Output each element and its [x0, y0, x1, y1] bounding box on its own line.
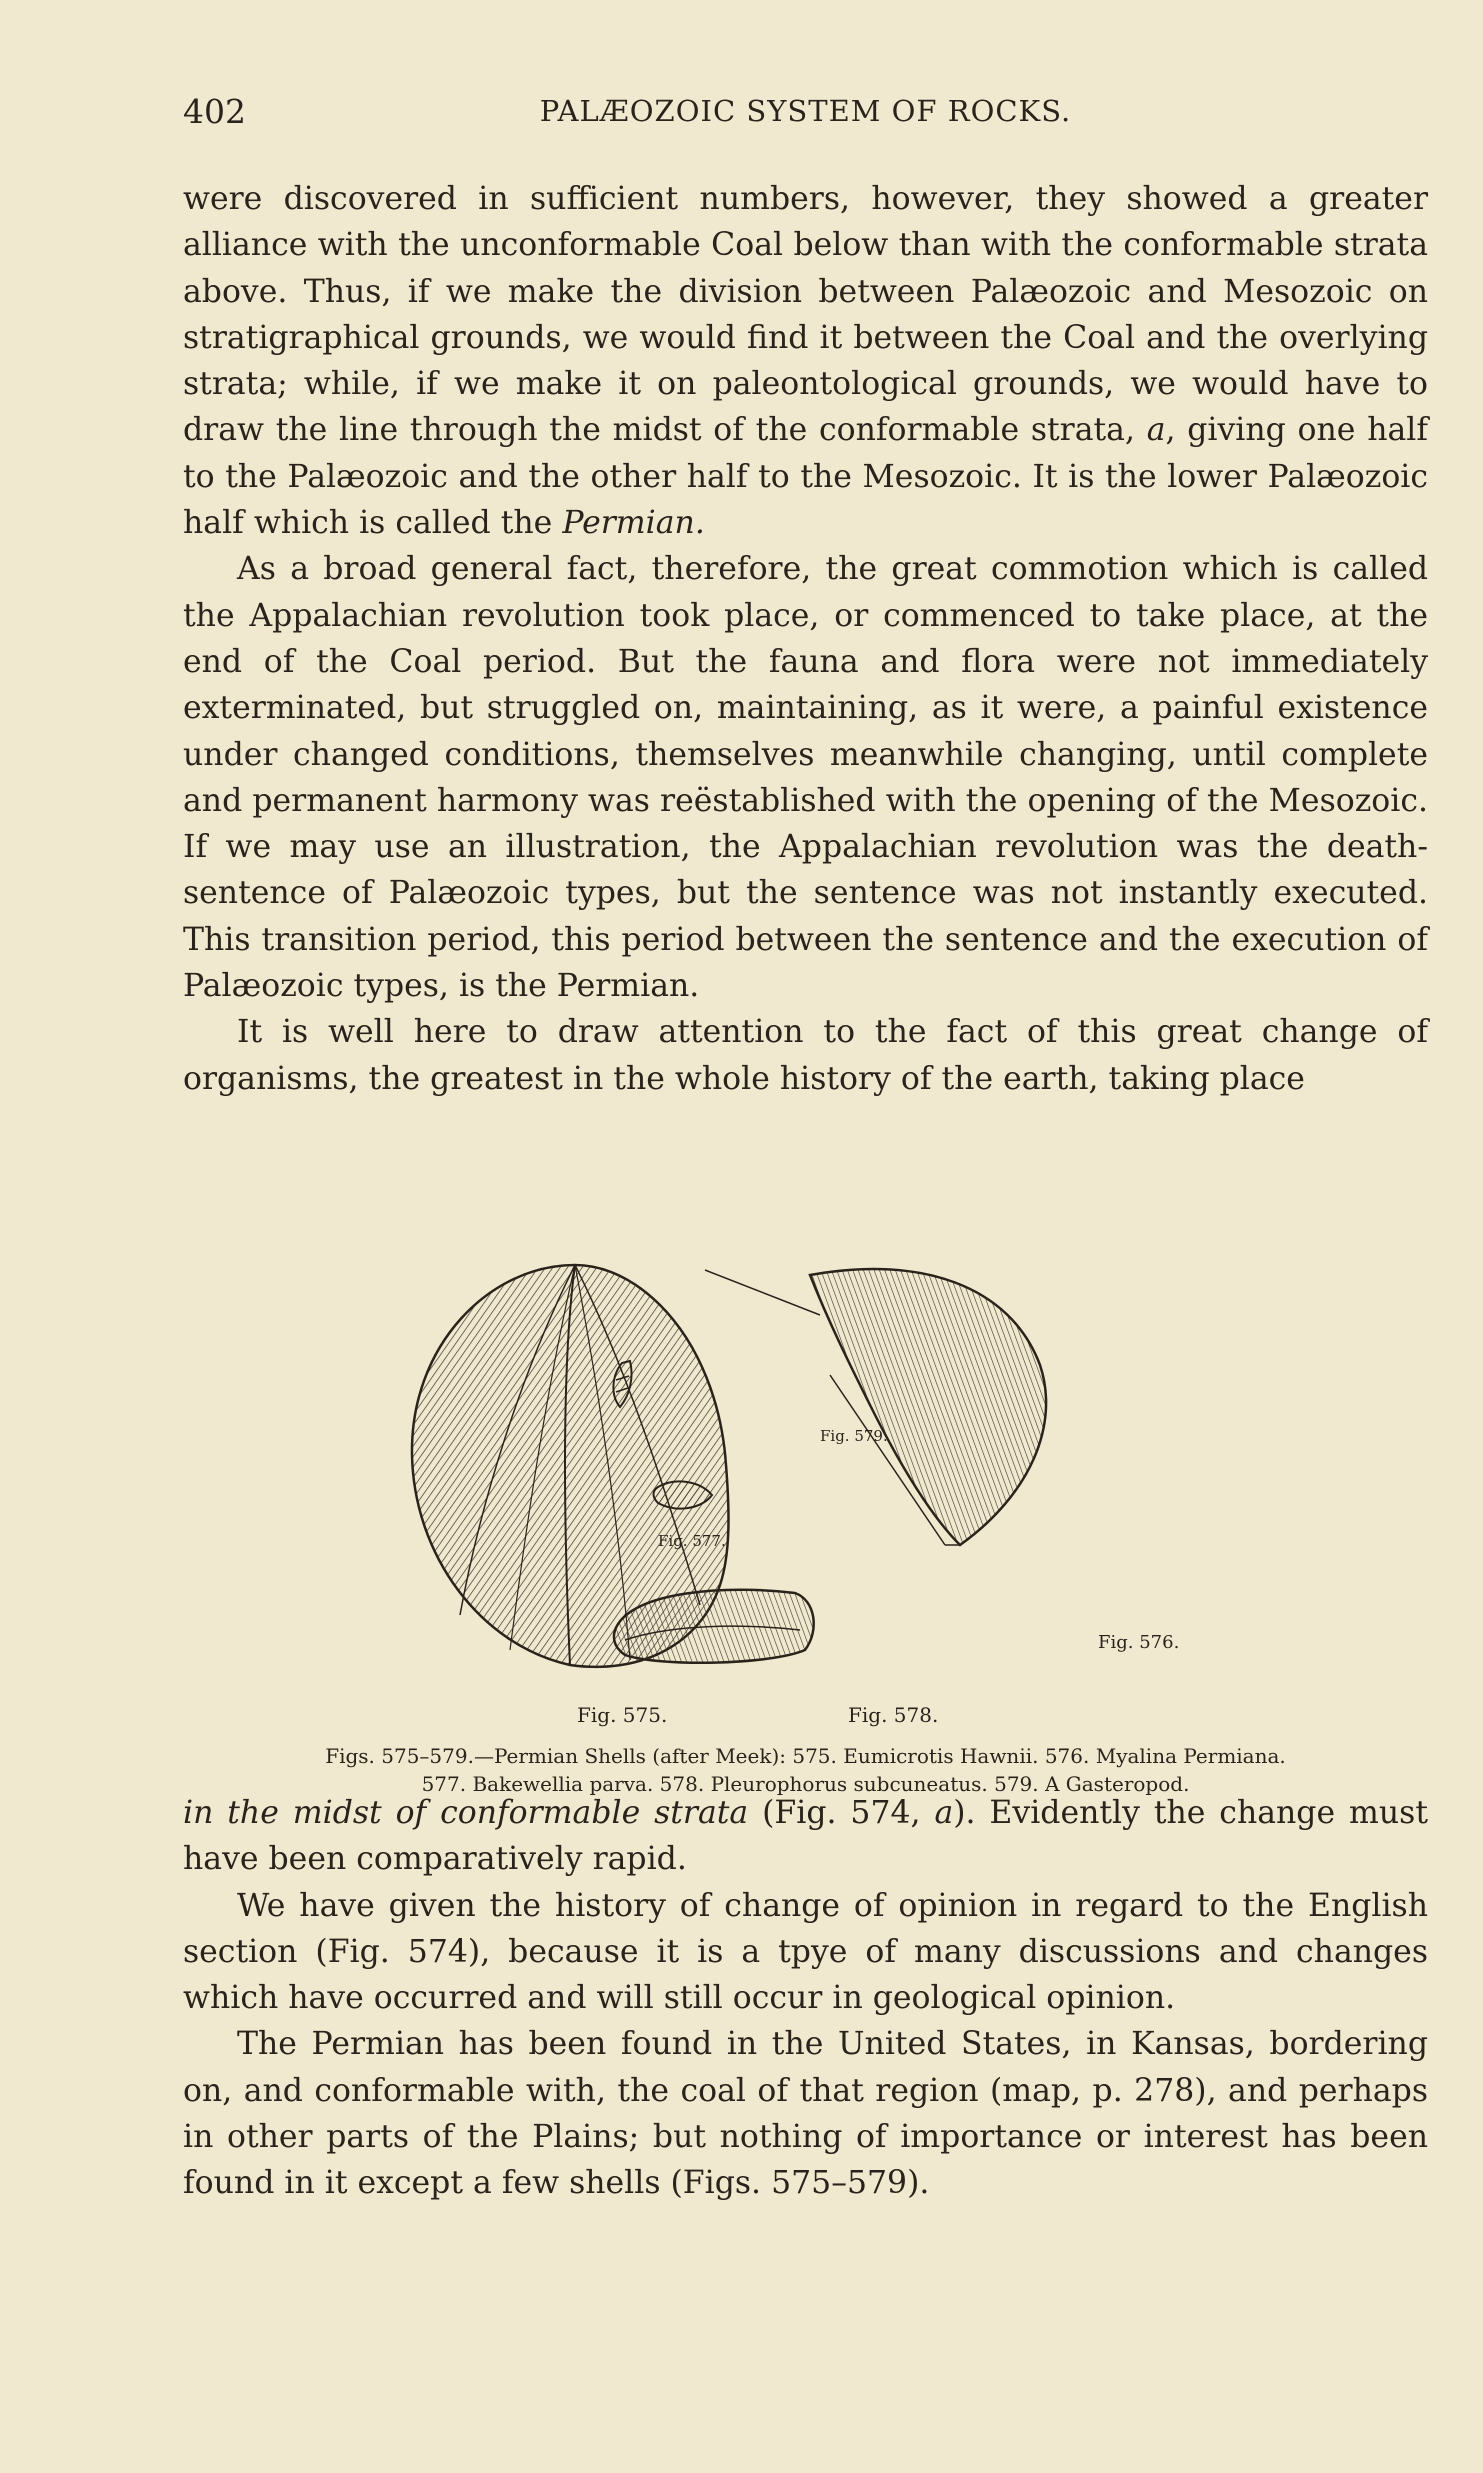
label-fig-576: Fig. 576. [1098, 1632, 1180, 1653]
label-fig-578: Fig. 578. [848, 1703, 939, 1727]
term-permian: Permian. [562, 505, 705, 542]
italic-letter: a [934, 1795, 954, 1831]
paragraph: It is well here to draw attention to the fact of this great change of organisms, the greatest in the whole history of the earth, taking place [183, 1014, 1428, 1097]
caption-line: Figs. 575–579.—Permian Shells (after Meek): 575. Eumicrotis Hawnii. 576. Myalina Permiana. [325, 1744, 1286, 1768]
paragraph: in the midst of conformable strata (Fig. 574, a). Evidently the change must have been comparatively rapid. [183, 1795, 1428, 1878]
label-fig-577: Fig. 577. [658, 1532, 726, 1550]
figure-bottom-labels [183, 1703, 1428, 1733]
label-fig-575: Fig. 575. [577, 1703, 668, 1727]
paragraph: We have given the history of change of opinion in regard to the English section (Fig. 574), because it is a tpye of many discussions and changes which have occurred and will still occur in geological opinion. [183, 1887, 1428, 2017]
paragraph: were discovered in sufficient numbers, however, they showed a greater alliance with the unconformable Coal below than with the conformable strata above. Thus, if we make the division between Palæozoic and Mesozoic on stratigraphical grounds, we would find it between the Coal and the overlying strata; while, if we make it on paleontological grounds, we would have to draw the line through the midst of the conformable strata, a, giving one half to the Palæozoic and the other half to the Mesozoic. It is the lower Palæozoic half which is called the Permian. [183, 181, 1428, 542]
running-title: PALÆOZOIC SYSTEM OF ROCKS. [539, 94, 1072, 128]
italic-letter: a [1146, 412, 1166, 449]
paragraph: The Permian has been found in the United States, in Kansas, bordering on, and conformable with, the coal of that region (map, p. 278), and perhaps in other parts of the Plains; but nothing of importance or interest has been found in it except a few shells (Figs. 575–579). [183, 2026, 1428, 2202]
shell-576 [705, 1269, 1046, 1545]
shells-illustration [400, 1255, 1220, 1705]
shells-figure [400, 1255, 1220, 1705]
body-text-bottom [183, 1790, 1428, 2207]
body-text-top [183, 176, 1428, 1102]
caption-line: 577. Bakewellia parva. 578. Pleurophorus subcuneatus. 579. A Gasteropod. [421, 1772, 1190, 1796]
italic-phrase: in the midst of conformable strata [183, 1795, 749, 1831]
page-header [183, 92, 1428, 140]
label-fig-579: Fig. 579. [820, 1427, 888, 1445]
paragraph: As a broad general fact, therefore, the great commotion which is called the Appalachian revolution took place, or commenced to take place, at the end of the Coal period. But the fauna and flora were not immediately exterminated, but struggled on, maintaining, as it were, a painful existence under changed conditions, themselves meanwhile changing, until complete and permanent harmony was reëstablished with the opening of the Mesozoic. If we may use an illustration, the Appalachian revolution was the death-sentence of Palæozoic types, but the sentence was not instantly executed. This transition period, this period between the sentence and the execution of Palæozoic types, is the Permian. [183, 551, 1428, 1005]
page-number: 402 [183, 92, 246, 131]
